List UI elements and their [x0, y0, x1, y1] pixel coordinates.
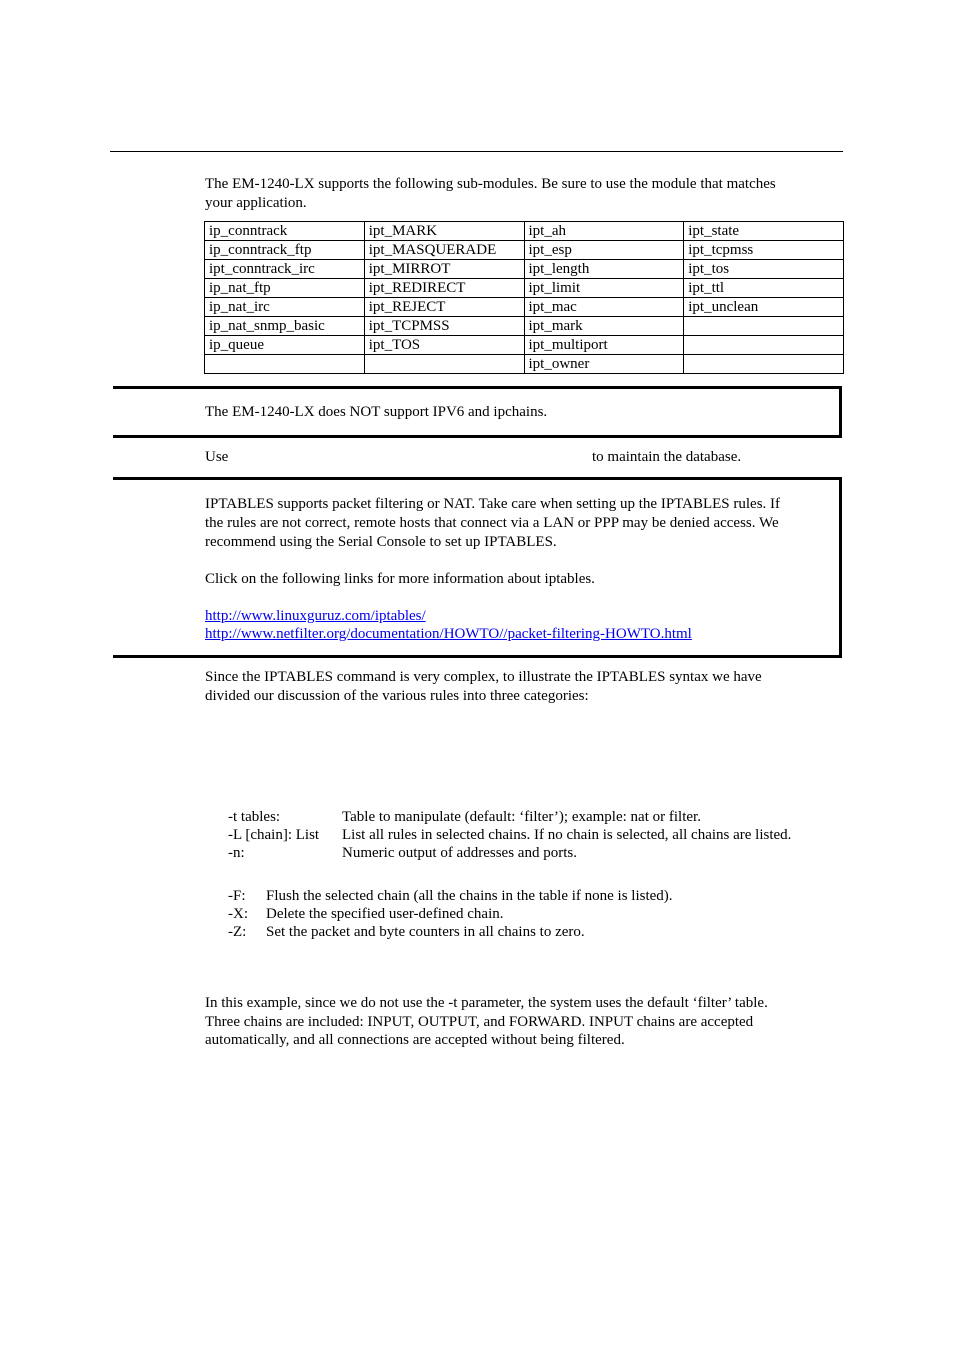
- table-cell: [364, 355, 524, 374]
- table-cell: ipt_tcpmss: [684, 241, 844, 260]
- table-cell: ipt_length: [524, 260, 684, 279]
- attention-top-rule: [113, 477, 842, 480]
- table-cell: ipt_esp: [524, 241, 684, 260]
- intro-paragraph: [205, 175, 830, 213]
- table-cell: ip_nat_snmp_basic: [205, 317, 365, 336]
- note1-text: The EM-1240-LX does NOT support IPV6 and ipchains.: [205, 404, 548, 420]
- option-row: [228, 826, 848, 844]
- option-key: -Z:: [228, 924, 247, 940]
- table-cell: ipt_TCPMSS: [364, 317, 524, 336]
- attention-line-3: recommend using the Serial Console to set up IPTABLES.: [205, 534, 557, 550]
- option-description: Set the packet and byte counters in all chains to zero.: [266, 924, 585, 940]
- linuxguruz-link[interactable]: http://www.linuxguruz.com/iptables/: [205, 608, 426, 624]
- table-row: [205, 298, 844, 317]
- table-cell: ipt_MARK: [364, 222, 524, 241]
- table-cell: ip_nat_irc: [205, 298, 365, 317]
- table-row: [205, 241, 844, 260]
- option-description: Numeric output of addresses and ports.: [342, 845, 577, 861]
- option-key: -F:: [228, 888, 246, 904]
- option-row: [228, 923, 848, 941]
- note1-bottom-rule: [113, 435, 842, 438]
- attention-paragraph: [205, 495, 835, 552]
- table-cell: ipt_multiport: [524, 336, 684, 355]
- table-cell: [684, 355, 844, 374]
- netfilter-link[interactable]: http://www.netfilter.org/documentation/HOWTO//packet-filtering-HOWTO.html: [205, 626, 692, 642]
- option-row: [228, 844, 848, 862]
- table-cell: ip_conntrack: [205, 222, 365, 241]
- table-cell: [684, 336, 844, 355]
- table-cell: ipt_TOS: [364, 336, 524, 355]
- use-line-right: to maintain the database.: [592, 449, 742, 465]
- example-line-3: automatically, and all connections are accepted without being filtered.: [205, 1032, 625, 1048]
- option-row: [228, 905, 848, 923]
- table-cell: ipt_ah: [524, 222, 684, 241]
- attention-bottom-rule: [113, 655, 842, 658]
- option-description: List all rules in selected chains. If no chain is selected, all chains are listed.: [342, 827, 792, 843]
- table-row: [205, 355, 844, 374]
- table-cell: ip_conntrack_ftp: [205, 241, 365, 260]
- attention-line-1: IPTABLES supports packet filtering or NAT. Take care when setting up the IPTABLES rules. If: [205, 496, 781, 512]
- table-cell: ipt_mark: [524, 317, 684, 336]
- table-cell: ipt_conntrack_irc: [205, 260, 365, 279]
- note1-top-rule: [113, 386, 842, 389]
- header-rule: [110, 151, 843, 152]
- table-cell: ipt_ttl: [684, 279, 844, 298]
- table-row: [205, 222, 844, 241]
- option-row: [228, 887, 848, 905]
- table-cell: ipt_MIRROT: [364, 260, 524, 279]
- table-cell: ipt_REJECT: [364, 298, 524, 317]
- attention-links-intro: Click on the following links for more information about iptables.: [205, 571, 595, 587]
- modules-table: [204, 221, 844, 374]
- table-cell: ipt_limit: [524, 279, 684, 298]
- table-row: [205, 336, 844, 355]
- syntax-intro-line-2: divided our discussion of the various rules into three categories:: [205, 688, 589, 704]
- table-cell: ipt_mac: [524, 298, 684, 317]
- table-cell: ipt_unclean: [684, 298, 844, 317]
- attention-line-2: the rules are not correct, remote hosts that connect via a LAN or PPP may be denied access. We: [205, 515, 779, 531]
- syntax-intro-line-1: Since the IPTABLES command is very complex, to illustrate the IPTABLES syntax we have: [205, 669, 762, 685]
- table-row: [205, 279, 844, 298]
- table-cell: [205, 355, 365, 374]
- table-cell: ipt_owner: [524, 355, 684, 374]
- table-row: [205, 317, 844, 336]
- option-description: Delete the specified user-defined chain.: [266, 906, 504, 922]
- table-cell: [684, 317, 844, 336]
- table-cell: ipt_state: [684, 222, 844, 241]
- use-line-left: Use: [205, 449, 229, 465]
- intro-line-2: your application.: [205, 195, 307, 211]
- example-line-1: In this example, since we do not use the -t parameter, the system uses the default ‘filter’ table.: [205, 995, 768, 1011]
- note1-right-rule: [839, 386, 842, 438]
- option-description: Table to manipulate (default: ‘filter’); example: nat or filter.: [342, 809, 701, 825]
- option-description: Flush the selected chain (all the chains in the table if none is listed).: [266, 888, 673, 904]
- syntax-intro-paragraph: [205, 668, 830, 706]
- table-cell: ipt_MASQUERADE: [364, 241, 524, 260]
- table-cell: ip_nat_ftp: [205, 279, 365, 298]
- example-line-2: Three chains are included: INPUT, OUTPUT, and FORWARD. INPUT chains are accepted: [205, 1013, 754, 1030]
- table-cell: ip_queue: [205, 336, 365, 355]
- option-row: [228, 808, 848, 826]
- table-cell: ipt_tos: [684, 260, 844, 279]
- option-key: -t tables:: [228, 809, 281, 825]
- intro-line-1: The EM-1240-LX supports the following sub-modules. Be sure to use the module that matches: [205, 176, 776, 192]
- table-row: [205, 260, 844, 279]
- option-key: -X:: [228, 906, 248, 922]
- example-paragraph: [205, 994, 845, 1050]
- option-key: -L [chain]: List: [228, 827, 320, 843]
- option-key: -n:: [228, 845, 245, 861]
- attention-right-rule: [839, 477, 842, 658]
- table-cell: ipt_REDIRECT: [364, 279, 524, 298]
